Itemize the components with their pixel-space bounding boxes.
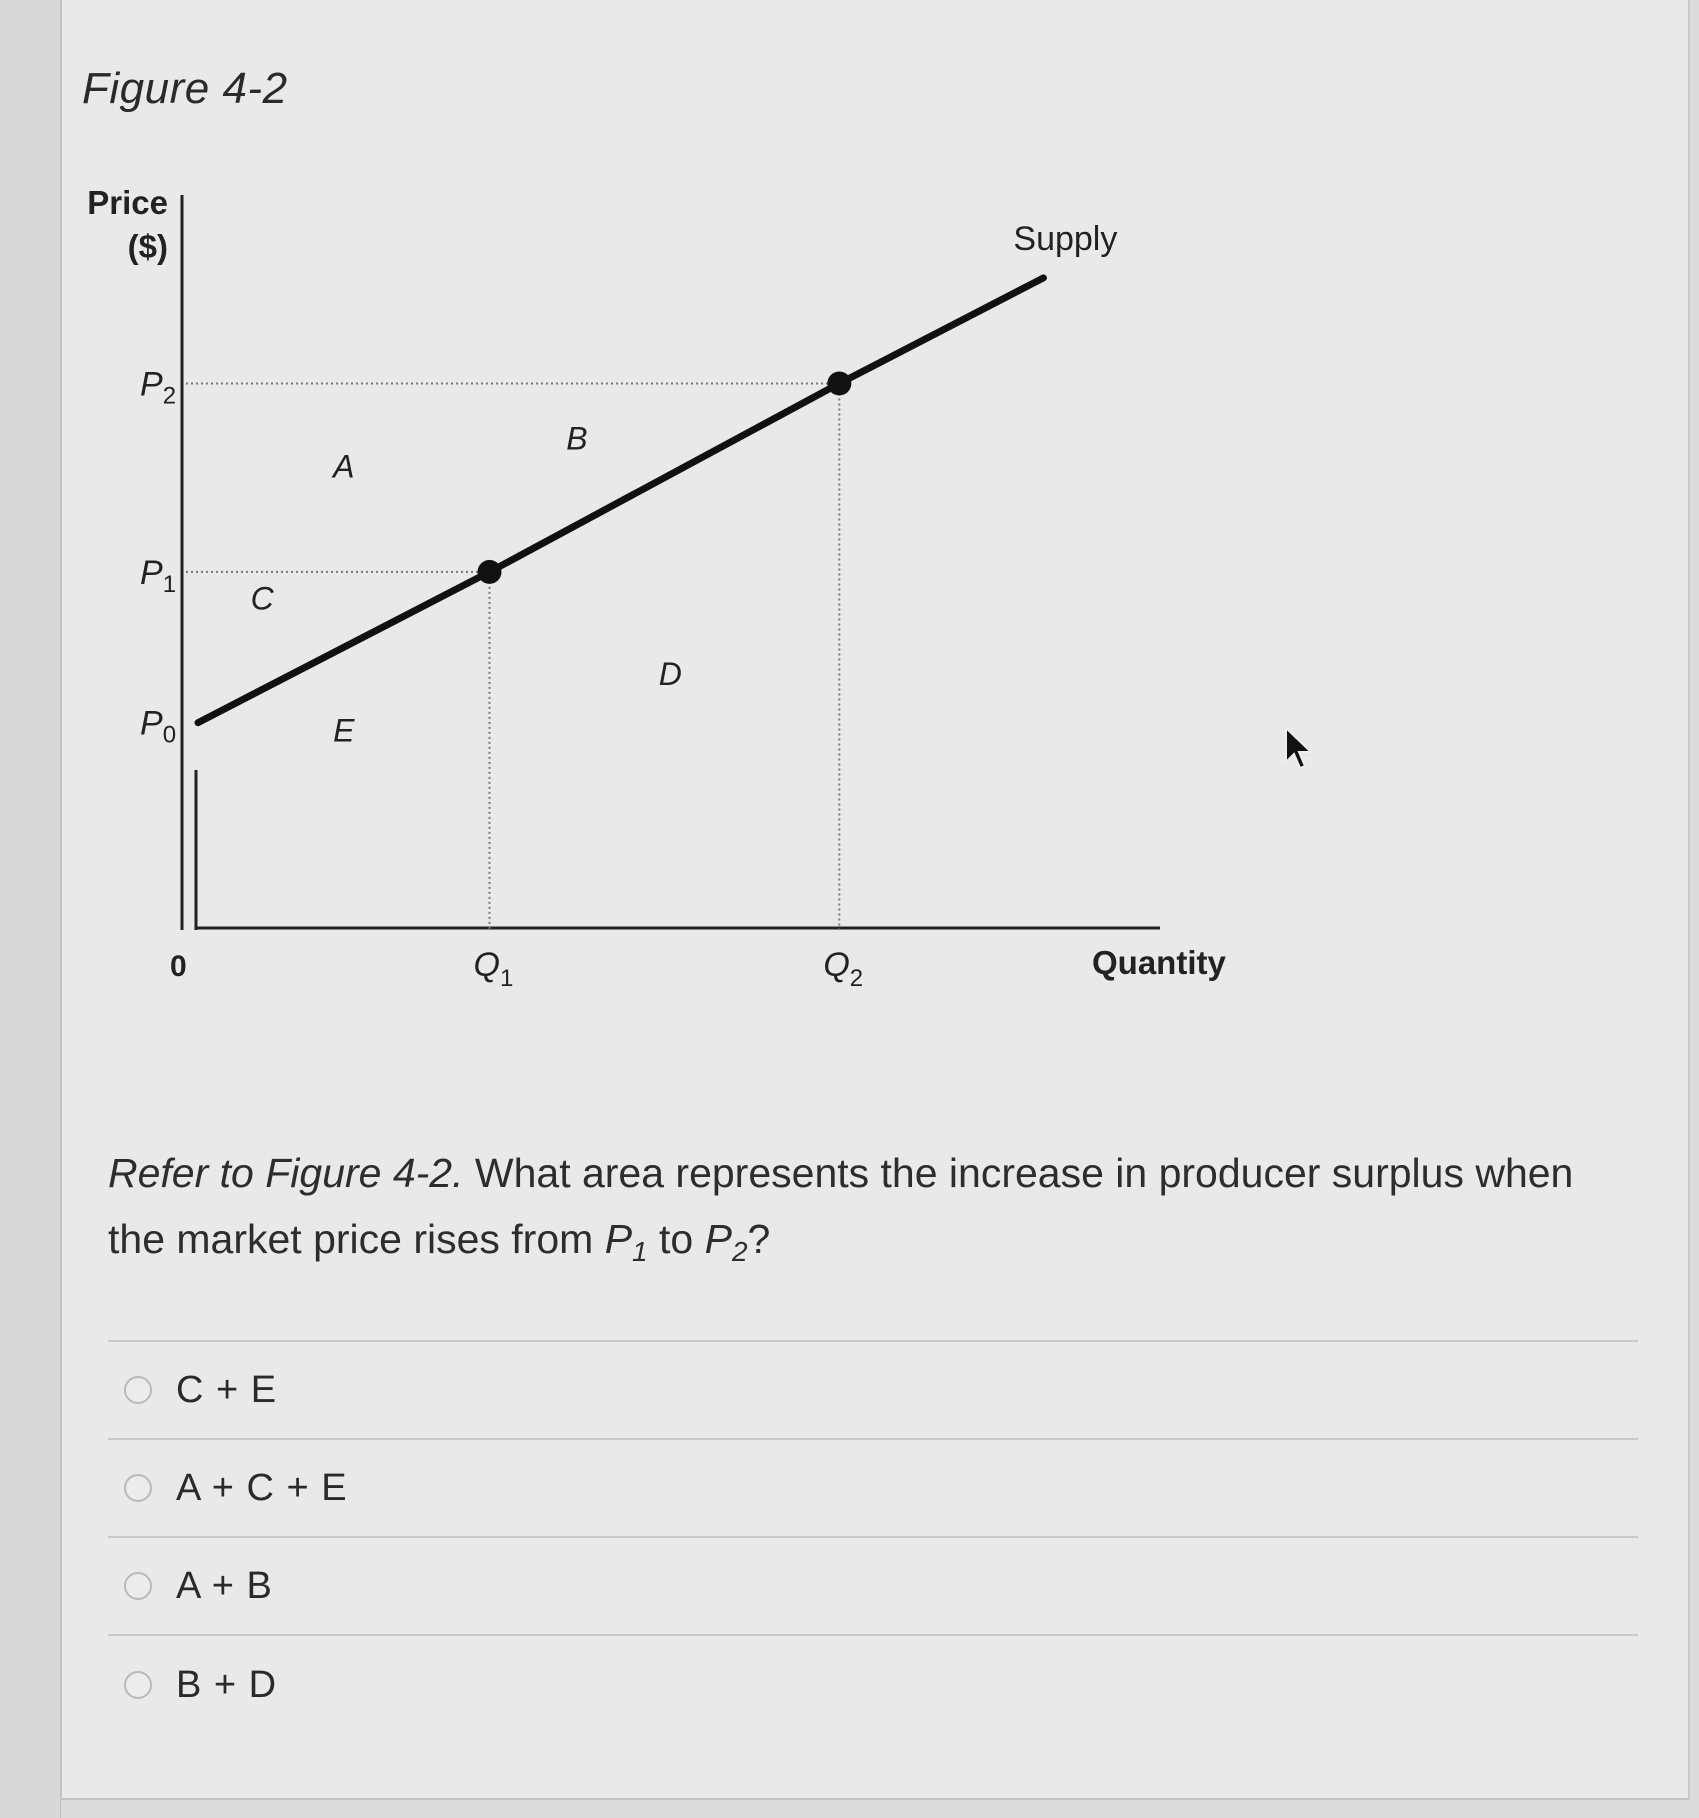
x-tick-labels bbox=[474, 946, 864, 992]
radio-empty-icon[interactable] bbox=[124, 1376, 152, 1404]
x-axis-label: Quantity bbox=[1092, 944, 1226, 981]
option-label: A + C + E bbox=[176, 1466, 348, 1509]
question-p2 bbox=[704, 1216, 748, 1267]
option-2[interactable] bbox=[108, 1440, 1638, 1538]
p1-base: P bbox=[604, 1216, 633, 1262]
p2-base: P bbox=[704, 1216, 732, 1262]
y-tick-label-P2: $P_2$ bbox=[140, 365, 177, 410]
question-text-b: to bbox=[647, 1216, 705, 1262]
question-text-a: What area represents the increase in producer surplus when the market price rises from bbox=[108, 1150, 1574, 1262]
question-p1 bbox=[604, 1216, 648, 1267]
answer-options bbox=[108, 1340, 1638, 1734]
supply-point-2 bbox=[827, 371, 851, 395]
x-tick-label-Q2: $Q_2$ bbox=[823, 946, 864, 992]
supply-point-1 bbox=[478, 560, 502, 584]
guide-lines bbox=[186, 383, 839, 930]
figure-title: Figure 4-2 bbox=[82, 64, 288, 113]
option-4[interactable] bbox=[108, 1636, 1638, 1734]
y-tick-labels bbox=[140, 365, 176, 748]
supply-line bbox=[198, 278, 1043, 723]
series-label-supply: Supply bbox=[1013, 219, 1118, 258]
radio-empty-icon[interactable] bbox=[124, 1474, 152, 1502]
radio-empty-icon[interactable] bbox=[124, 1572, 152, 1600]
region-label-A: A bbox=[333, 448, 355, 485]
y-tick-label-P0: $P_0$ bbox=[140, 704, 177, 749]
option-label: A + B bbox=[176, 1564, 273, 1607]
question-ref: Refer to Figure 4-2. bbox=[108, 1150, 464, 1196]
option-1[interactable] bbox=[108, 1342, 1638, 1440]
y-axis-label-line2: ($) bbox=[127, 228, 168, 265]
option-3[interactable] bbox=[108, 1538, 1638, 1636]
region-label-B: B bbox=[566, 420, 588, 457]
option-label: C + E bbox=[176, 1368, 278, 1411]
question-text bbox=[108, 1140, 1628, 1285]
region-label-C: C bbox=[250, 580, 274, 617]
x-tick-label-Q1: $Q_1$ bbox=[473, 946, 514, 992]
region-label-D: D bbox=[658, 656, 682, 692]
mouse-pointer-icon bbox=[1284, 726, 1316, 770]
page-edge bbox=[0, 0, 61, 1818]
p2-sub: 2 bbox=[731, 1236, 748, 1267]
question-text-c: ? bbox=[747, 1216, 771, 1262]
origin-label: 0 bbox=[170, 950, 187, 983]
y-axis-label-line1: Price bbox=[87, 184, 168, 221]
y-tick-label-P1: $P_1$ bbox=[140, 553, 177, 598]
supply-chart bbox=[60, 170, 1226, 1020]
region-label-E: E bbox=[333, 712, 355, 749]
p1-sub: 1 bbox=[632, 1236, 648, 1267]
radio-empty-icon[interactable] bbox=[124, 1671, 152, 1699]
option-label: B + D bbox=[176, 1663, 278, 1706]
